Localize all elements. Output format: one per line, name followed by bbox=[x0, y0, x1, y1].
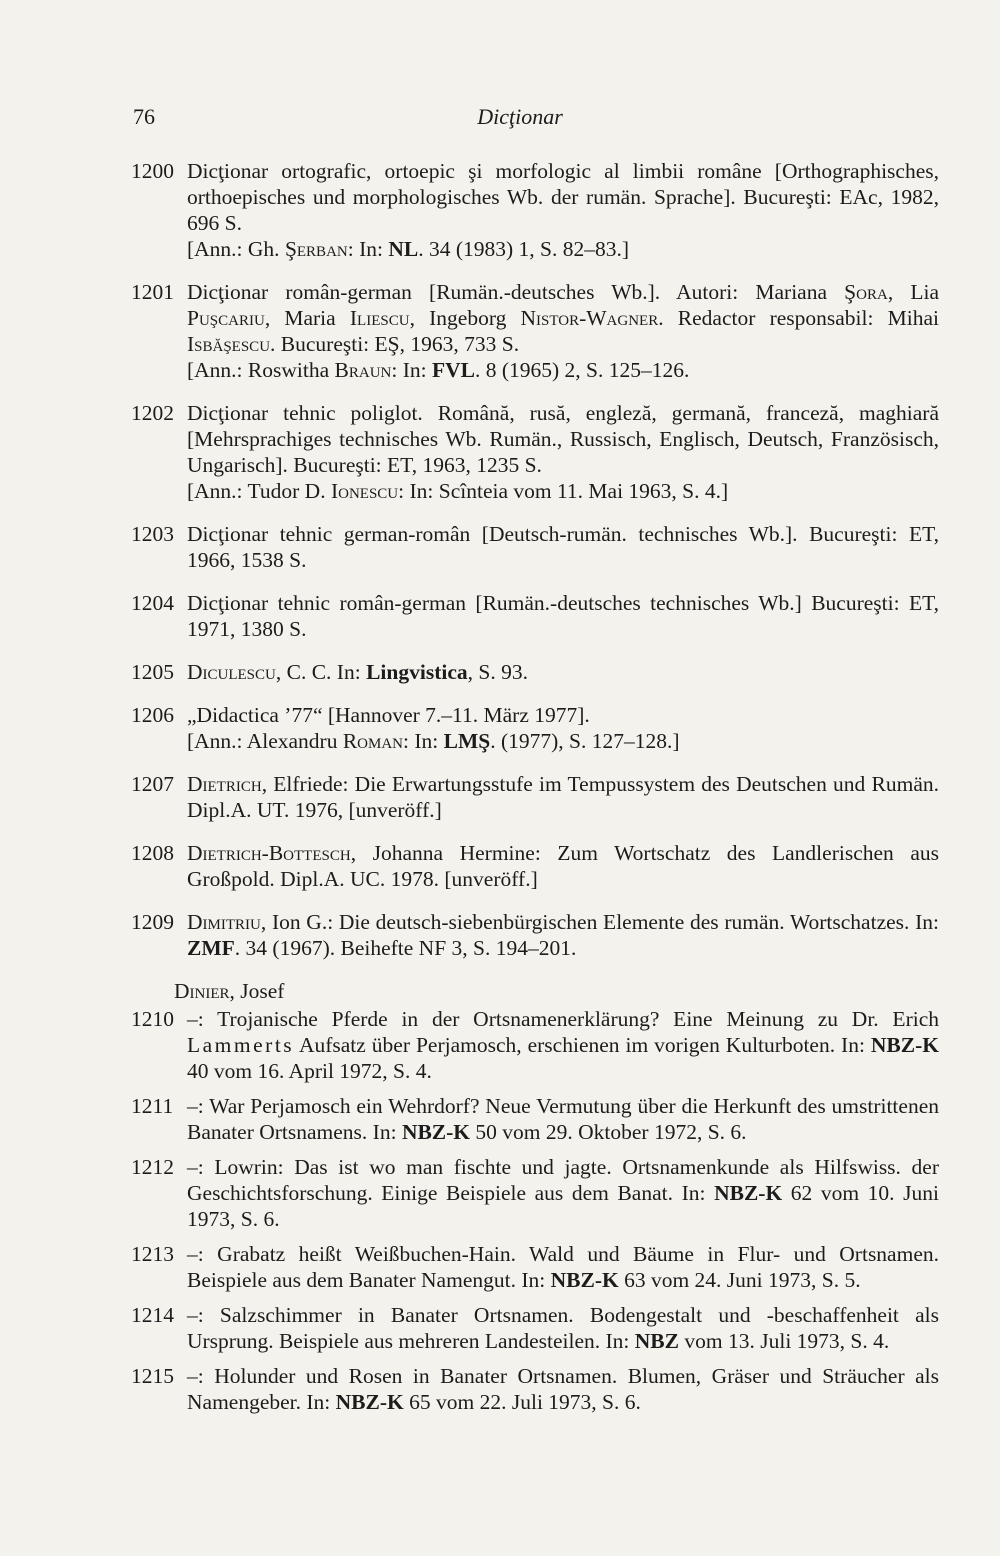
entry-annotation: [Ann.: Tudor D. Ionescu: In: Scînteia vom 11. Mai 1963, S. 4.] bbox=[187, 479, 729, 503]
bibliography-entry bbox=[131, 279, 939, 383]
entry-number: 1215 bbox=[131, 1364, 174, 1388]
entry-number: 1200 bbox=[131, 159, 174, 183]
entry-number: 1201 bbox=[131, 280, 174, 304]
entry-text: –: Salzschimmer in Banater Ortsnamen. Bodengestalt und -beschaffenheit als Ursprung. Beispiele aus mehreren Landesteilen. In: NBZ vom 13. Juli 1973, S. 4. bbox=[187, 1303, 939, 1353]
bibliography-entry bbox=[131, 1241, 939, 1293]
entry-text: –: Trojanische Pferde in der Ortsnamenerklärung? Eine Meinung zu Dr. Erich Lammerts Aufsatz über Perjamosch, erschienen im vorigen Kulturboten. In: NBZ-K 40 vom 16. April 1972, S. 4. bbox=[187, 1007, 939, 1083]
page-header bbox=[0, 104, 1000, 136]
bibliography-entry bbox=[131, 158, 939, 262]
entry-text: Dicţionar tehnic german-român [Deutsch-rumän. technisches Wb.]. Bucureşti: ET, 1966, 1538 S. bbox=[187, 522, 939, 572]
entry-annotation: [Ann.: Gh. Şerban: In: NL. 34 (1983) 1, S. 82–83.] bbox=[187, 237, 630, 261]
bibliography-entry bbox=[131, 521, 939, 573]
entry-text: Diculescu, C. C. In: Lingvistica, S. 93. bbox=[187, 660, 528, 684]
bibliography-entry bbox=[131, 909, 939, 961]
entry-number: 1213 bbox=[131, 1242, 174, 1266]
entry-text: –: Lowrin: Das ist wo man fischte und jagte. Ortsnamenkunde als Hilfswiss. der Geschichtsforschung. Einige Beispiele aus dem Banat. In: NBZ-K 62 vom 10. Juni 1973, S. 6. bbox=[187, 1155, 939, 1231]
entry-number: 1211 bbox=[131, 1094, 174, 1118]
entry-text: –: War Perjamosch ein Wehrdorf? Neue Vermutung über die Herkunft des umstrittenen Banater Ortsnamens. In: NBZ-K 50 vom 29. Oktober 1972, S. 6. bbox=[187, 1094, 939, 1144]
bibliography-entry bbox=[131, 771, 939, 823]
entry-text: –: Grabatz heißt Weißbuchen-Hain. Wald und Bäume in Flur- und Ortsnamen. Beispiele aus dem Banater Namengut. In: NBZ-K 63 vom 24. Juni 1973, S. 5. bbox=[187, 1242, 939, 1292]
entry-number: 1206 bbox=[131, 703, 174, 727]
entry-number: 1208 bbox=[131, 841, 174, 865]
entry-text: Dicţionar tehnic român-german [Rumän.-deutsches technisches Wb.] Bucureşti: ET, 1971, 1380 S. bbox=[187, 591, 939, 641]
entry-number: 1203 bbox=[131, 522, 174, 546]
entry-annotation: [Ann.: Alexandru Roman: In: LMŞ. (1977), S. 127–128.] bbox=[187, 729, 680, 753]
entry-number: 1205 bbox=[131, 660, 174, 684]
bibliography-entry bbox=[131, 1006, 939, 1084]
bibliography-entry bbox=[131, 590, 939, 642]
entry-text: Dietrich, Elfriede: Die Erwartungsstufe im Tempussystem des Deutschen und Rumän. Dipl.A. UT. 1976, [unveröff.] bbox=[187, 772, 939, 822]
bibliography-entry bbox=[131, 659, 939, 685]
bibliography-entry bbox=[131, 1302, 939, 1354]
bibliography-entry bbox=[131, 1093, 939, 1145]
bibliography-entry bbox=[131, 400, 939, 504]
bibliography-entry bbox=[131, 702, 939, 754]
entry-text: Dicţionar român-german [Rumän.-deutsches Wb.]. Autori: Mariana Şora, Lia Puşcariu, Maria Iliescu, Ingeborg Nistor-Wagner. Redactor responsabil: Mihai Isbăşescu. Bucureşti: EŞ, 1963, 733 S. bbox=[187, 280, 939, 356]
entry-number: 1209 bbox=[131, 910, 174, 934]
entry-text: Dietrich-Bottesch, Johanna Hermine: Zum Wortschatz des Landlerischen aus Großpold. Dipl.A. UC. 1978. [unveröff.] bbox=[187, 841, 939, 891]
entry-number: 1214 bbox=[131, 1303, 174, 1327]
page-number: 76 bbox=[133, 104, 155, 129]
entry-text: Dicţionar tehnic poliglot. Română, rusă, engleză, germană, franceză, maghiară [Mehrsprachiges technisches Wb. Rumän., Russisch, Englisch, Deutsch, Französisch, Ungarisch]. Bucureşti: ET, 1963, 1235 S. bbox=[187, 401, 939, 477]
bibliography-list bbox=[131, 158, 939, 1424]
entry-number: 1204 bbox=[131, 591, 174, 615]
entry-number: 1210 bbox=[131, 1007, 174, 1031]
bibliography-entry bbox=[131, 1154, 939, 1232]
entry-number: 1207 bbox=[131, 772, 174, 796]
entry-annotation: [Ann.: Roswitha Braun: In: FVL. 8 (1965) 2, S. 125–126. bbox=[187, 358, 690, 382]
running-title: Dicţionar bbox=[477, 104, 563, 129]
entry-text: –: Holunder und Rosen in Banater Ortsnamen. Blumen, Gräser und Sträucher als Namengeber. In: NBZ-K 65 vom 22. Juli 1973, S. 6. bbox=[187, 1364, 939, 1414]
entry-text: Dimitriu, Ion G.: Die deutsch-siebenbürgischen Elemente des rumän. Wortschatzes. In: ZMF. 34 (1967). Beihefte NF 3, S. 194–201. bbox=[187, 910, 939, 960]
entry-text: „Didactica ’77“ [Hannover 7.–11. März 1977]. bbox=[187, 703, 590, 727]
entry-text: Dicţionar ortografic, ortoepic şi morfologic al limbii române [Orthographisches, orthoepisches und morphologisches Wb. der rumän. Sprache]. Bucureşti: EAc, 1982, 696 S. bbox=[187, 159, 939, 235]
bibliography-entry bbox=[131, 1363, 939, 1415]
bibliography-entry bbox=[131, 840, 939, 892]
author-heading: Dinier, Josef bbox=[174, 979, 285, 1003]
entry-number: 1202 bbox=[131, 401, 174, 425]
entry-number: 1212 bbox=[131, 1155, 174, 1179]
